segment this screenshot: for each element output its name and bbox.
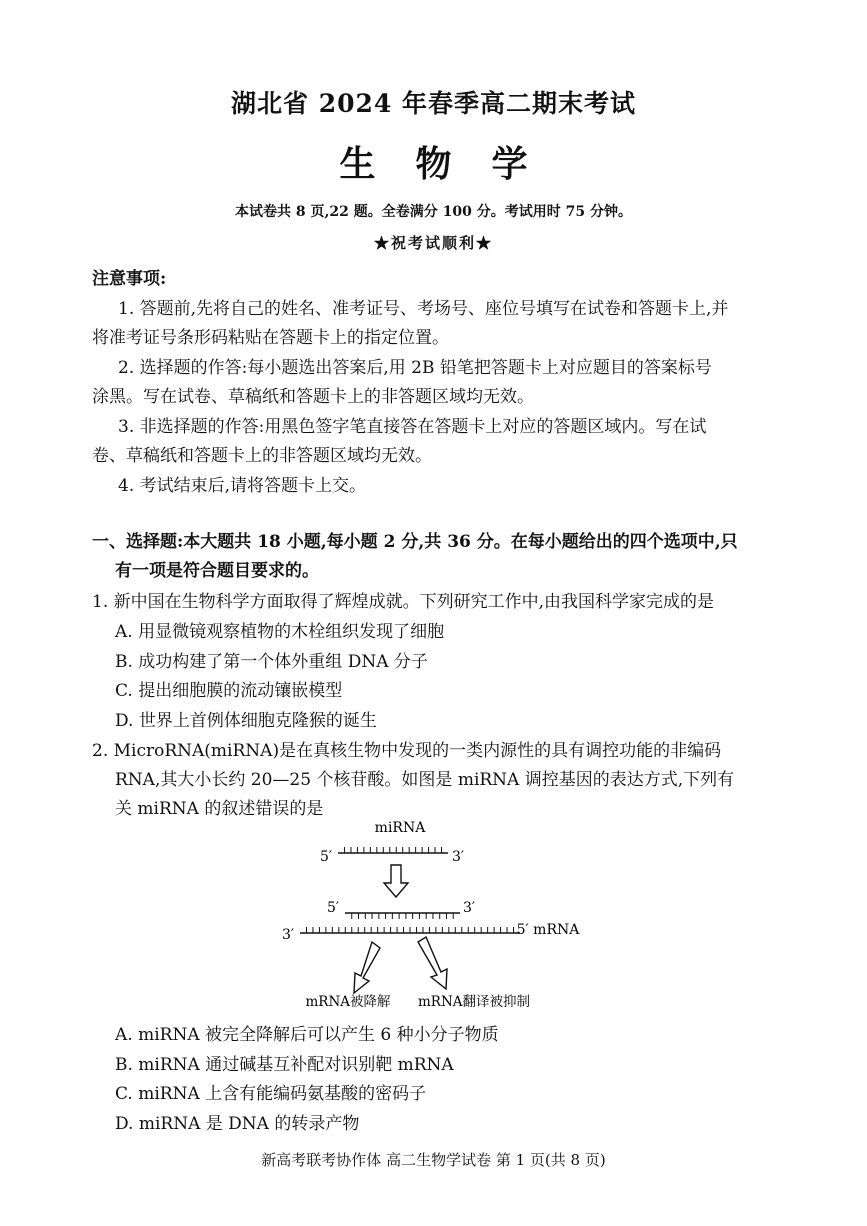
exam-info: 本试卷共 8 页,22 题。全卷满分 100 分。考试用时 75 分钟。 bbox=[235, 204, 632, 220]
notice-line: 3. 非选择题的作答:用黑色签字笔直接答在答题卡上对应的答题区域内。写在试 bbox=[118, 417, 707, 437]
section-heading: 一、选择题:本大题共 18 小题,每小题 2 分,共 36 分。在每小题给出的四个选项中,只 bbox=[92, 532, 738, 552]
exam-title: 湖北省 2024 年春季高二期末考试 bbox=[231, 89, 636, 118]
mirna-regulation-diagram bbox=[270, 815, 600, 1015]
page-footer: 新高考联考协作体 高二生物学试卷 第 1 页(共 8 页) bbox=[261, 1151, 606, 1169]
down-arrow-icon bbox=[384, 865, 408, 897]
notice-heading: 注意事项: bbox=[92, 269, 167, 289]
good-luck-banner: ★祝考试顺利★ bbox=[373, 234, 493, 252]
notice-line: 2. 选择题的作答:每小题选出答案后,用 2B 铅笔把答题卡上对应题目的答案标号 bbox=[118, 358, 712, 378]
q2-option-b: B. miRNA 通过碱基互补配对识别靶 mRNA bbox=[115, 1055, 454, 1075]
notice-line: 1. 答题前,先将自己的姓名、准考证号、考场号、座位号填写在试卷和答题卡上,并 bbox=[118, 299, 729, 319]
question-2-stem-cont: 关 miRNA 的叙述错误的是 bbox=[115, 799, 324, 819]
q1-option-b: B. 成功构建了第一个体外重组 DNA 分子 bbox=[115, 652, 428, 672]
notice-line: 将准考证号条形码粘贴在答题卡上的指定位置。 bbox=[92, 328, 449, 348]
bound-mirna-3prime-label: 3′ bbox=[462, 900, 476, 916]
bound-mirna-strand bbox=[345, 913, 460, 919]
mirna-5prime-label: 5′ bbox=[319, 849, 333, 865]
mirna-3prime-label: 3′ bbox=[451, 849, 465, 865]
mirna-label: miRNA bbox=[374, 820, 426, 836]
notice-line: 卷、草稿纸和答题卡上的非答题区域均无效。 bbox=[92, 446, 432, 466]
mrna-3prime-label: 3′ bbox=[281, 927, 295, 943]
mrna-5prime-label: 5′ mRNA bbox=[516, 922, 580, 938]
inhibition-arrow-icon bbox=[418, 937, 447, 989]
section-heading-cont: 有一项是符合题目要求的。 bbox=[115, 561, 319, 581]
notice-line: 涂黑。写在试卷、草稿纸和答题卡上的非答题区域均无效。 bbox=[92, 387, 534, 407]
subject-title: 生物学 bbox=[339, 143, 568, 185]
q2-option-c: C. miRNA 上含有能编码氨基酸的密码子 bbox=[115, 1084, 427, 1104]
q1-option-d: D. 世界上首例体细胞克隆猴的诞生 bbox=[115, 711, 377, 731]
notice-line: 4. 考试结束后,请将答题卡上交。 bbox=[118, 476, 367, 496]
q1-option-c: C. 提出细胞膜的流动镶嵌模型 bbox=[115, 681, 343, 701]
mirna-strand bbox=[338, 847, 448, 853]
question-2-stem-cont: RNA,其大小长约 20—25 个核苷酸。如图是 miRNA 调控基因的表达方式,下列有 bbox=[115, 770, 735, 790]
question-2-stem: 2. MicroRNA(miRNA)是在真核生物中发现的一类内源性的具有调控功能的非编码 bbox=[92, 741, 722, 761]
bound-mirna-5prime-label: 5′ bbox=[326, 900, 340, 916]
inhibited-label: mRNA翻译被抑制 bbox=[417, 994, 531, 1010]
degradation-arrow-icon bbox=[354, 942, 380, 993]
question-1-stem: 1. 新中国在生物科学方面取得了辉煌成就。下列研究工作中,由我国科学家完成的是 bbox=[92, 592, 715, 612]
q2-option-d: D. miRNA 是 DNA 的转录产物 bbox=[115, 1114, 360, 1134]
q1-option-a: A. 用显微镜观察植物的木栓组织发现了细胞 bbox=[115, 622, 445, 642]
mrna-strand bbox=[300, 927, 520, 933]
degraded-label: mRNA被降解 bbox=[305, 994, 391, 1010]
q2-option-a: A. miRNA 被完全降解后可以产生 6 种小分子物质 bbox=[115, 1025, 499, 1045]
